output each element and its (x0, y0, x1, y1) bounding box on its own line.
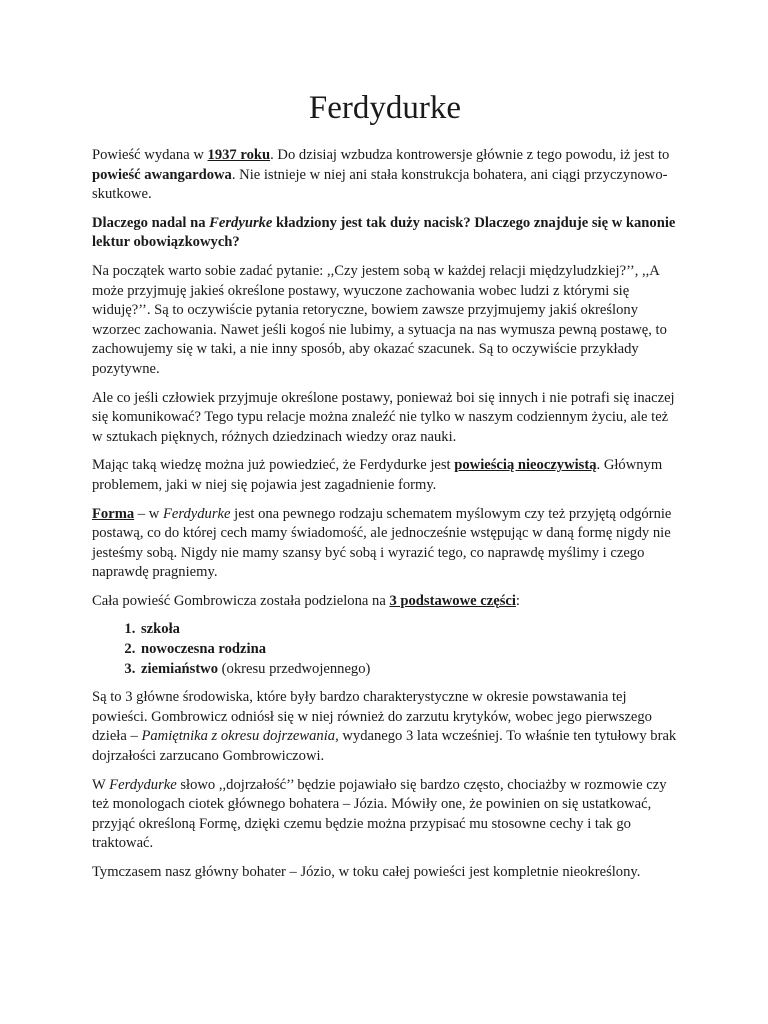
three-parts-term: 3 podstawowe części (389, 592, 516, 609)
form-term: Forma (92, 505, 135, 522)
list-item (139, 640, 678, 660)
question-title-italic: Ferdyurke (209, 214, 273, 231)
list-item-bold: ziemiaństwo (141, 660, 219, 677)
parts-list (92, 620, 678, 679)
list-item-bold: szkoła (141, 621, 180, 638)
diary-title-italic: Pamiętnika z okresu dojrzewania (141, 728, 336, 745)
paragraph-form (92, 505, 678, 583)
intro-text-c: . Do dzisiaj wzbudza kontrowersje głównie z tego powodu, iż jest to (270, 147, 670, 163)
publication-year: 1937 roku (207, 147, 271, 163)
intro-text-a: Powieść wydana w (92, 147, 208, 163)
list-item (139, 620, 678, 640)
avant-garde-term: powieść awangardowa (92, 166, 232, 183)
list-item-bold: nowoczesna rodzina (141, 641, 266, 658)
form-title-italic: Ferdydurke (162, 505, 231, 522)
paragraph-intro (92, 146, 678, 205)
form-text-d: jest ona pewnego rodzaju schematem myślowym czy też przyjętą odgórnie postawą, co do której cech mamy świadomość, ale jednocześnie wstępując w daną formę nigdy nie jesteśmy sobą. Nigdy nie mamy szansy być sobą i wyrazić tego, co naprawdę myślimy i czego naprawdę pragniemy. (92, 505, 672, 581)
paragraph-relations: Ale co jeśli człowiek przyjmuje określone postawy, ponieważ boi się innych i nie potrafi się inaczej się komunikować? Tego typu relacje można znaleźć nie tylko w naszym codziennym życiu, ale też w sztukach pięknych, różnych dziedzinach wiedzy oraz nauki. (92, 389, 675, 445)
parts-text-a: Cała powieść Gombrowicza została podzielona na (92, 592, 390, 609)
intro-text-e: . Nie istnieje w niej ani stała konstrukcja bohatera, ani ciągi przyczynowo-skutkowe. (92, 166, 668, 203)
environments-text-a: Są to 3 główne środowiska, które były bardzo charakterystyczne w okresie powstawania tej powieści. Gombrowicz odniósł się w niej również do zarzutu krytyków, wobec jego pierwszego dzieła – (92, 689, 652, 745)
document-title: Ferdydurke (308, 90, 462, 126)
paragraph-parts (92, 592, 678, 612)
paragraph-environments (92, 688, 678, 766)
non-obvious-novel-term: powieścią nieoczywistą (454, 457, 597, 474)
environments-text-c: , wydanego 3 lata wcześniej. To właśnie ten tytułowy brak dojrzałości zarzucano Gombrowiczowi. (92, 728, 677, 765)
maturity-title-italic: Ferdydurke (109, 776, 177, 793)
knowledge-text-a: Mając taką wiedzę można już powiedzieć, że Ferdydurke jest (92, 457, 455, 474)
paragraph-knowledge (92, 456, 678, 495)
paragraph-rhetorical: Na początek warto sobie zadać pytanie: ,,Czy jestem sobą w każdej relacji międzyludzkiej?’’, ,,A może przyjmuję jakieś określone postawy, wyuczone zachowania wobec ludzi z którymi się widuję?’’. Są to oczywiście pytania retoryczne, bowiem zawsze przyjmujemy jakiś określony wzorzec zachowania. Nawet jeśli kogoś nie lubimy, a sytuacja na nas wymusza pewną postawę, to zachowujemy się w taki, a nie inny sposób, aby okazać szacunek. Są to oczywiście przykłady pozytywne. (92, 262, 667, 377)
knowledge-text-c: . Głównym problemem, jaki w niej się pojawia jest zagadnienie formy. (92, 457, 663, 493)
question-text-c: kładziony jest tak duży nacisk? Dlaczego znajduje się w kanonie lektur obowiązkowych? (92, 214, 676, 251)
form-text-b: – w (134, 505, 163, 522)
question-text-a: Dlaczego nadal na (92, 214, 210, 231)
paragraph-conclusion: Tymczasem nasz główny bohater – Józio, w toku całej powieści jest kompletnie nieokreślony. (92, 864, 641, 880)
paragraph-question (92, 214, 678, 253)
list-item (139, 660, 678, 680)
paragraph-maturity (92, 776, 678, 854)
list-item-rest: (okresu przedwojennego) (218, 660, 371, 677)
parts-text-c: : (515, 592, 520, 609)
maturity-text-a: W (92, 776, 110, 793)
maturity-text-c: słowo ,,dojrzałość’’ będzie pojawiało się bardzo często, chociażby w rozmowie czy też monologach ciotek głównego bohatera – Józia. Mówiły one, że powinien on się ustatkować, przyjąć określoną Formę, dzięki czemu będzie można przypisać mu stosowne cechy i tak go traktować. (92, 776, 667, 852)
